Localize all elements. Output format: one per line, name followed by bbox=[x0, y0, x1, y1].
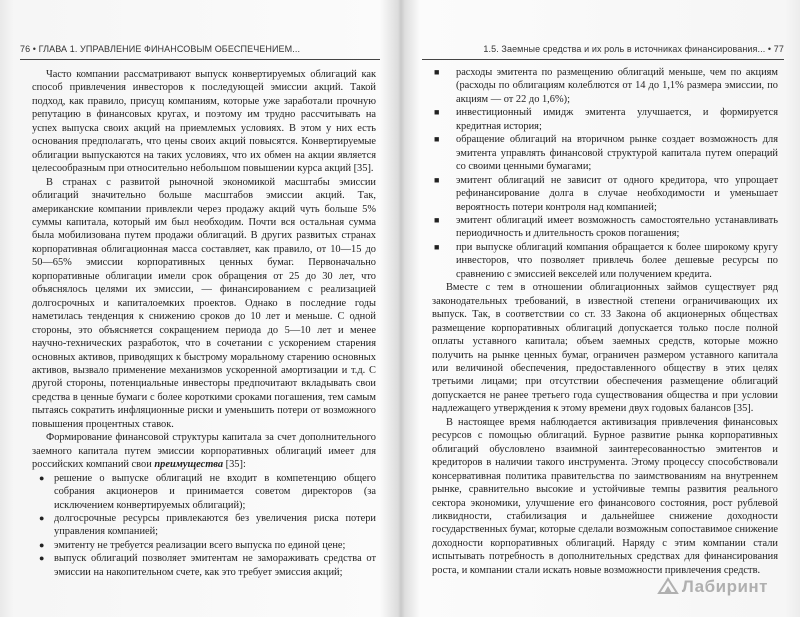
list-item-text: эмитент облигаций имеет возможность самостоятельно устанавливать периодичность и длительность сроков погашения; bbox=[456, 214, 778, 240]
list-item-text: расходы эмитента по размещению облигаций меньше, чем по акциям (расходы по облигациям колеблются от 14 до 1,1% размера эмиссии, по акциям — от 22 до 1,6%); bbox=[456, 67, 778, 105]
bullet-icon: ■ bbox=[434, 134, 440, 145]
list-item-text: решение о выпуске облигаций не входит в компетенцию общего собрания акционеров и принимается советом директоров (за исключением конвертируемых облигаций); bbox=[54, 472, 376, 511]
bullet-icon: ■ bbox=[434, 214, 440, 225]
right-paragraph-1: Вместе с тем в отношении облигационных займов существует ряд законодательных требований, в известной степени ограничивающих их выпуск. Так, в соответствии со ст. 33 Закона об акционерных обществах размещение корпоративных облигаций допускается только после полной оплаты уставного капитала; объем заемных средств, которые можно получить на рынке ценных бумаг, ограничен размером уставного капитала или величиной обеспечения, предоставленного обществу в этих целях третьими лицами; при отсутствии обеспечения размещение облигаций допускается не ранее третьего года существования общества и при условии надлежащего утверждения к этому времени двух годовых балансов [35]. bbox=[432, 282, 778, 415]
watermark-logo bbox=[657, 577, 768, 597]
bullet-icon: ● bbox=[39, 539, 45, 550]
list-item bbox=[432, 106, 778, 133]
bullet-icon: ● bbox=[39, 512, 45, 523]
bullet-icon: ■ bbox=[434, 241, 440, 252]
bullet-icon: ■ bbox=[434, 107, 440, 118]
list-item bbox=[432, 133, 778, 173]
bullet-icon: ■ bbox=[434, 67, 440, 77]
bullet-icon: ■ bbox=[434, 174, 440, 185]
list-item bbox=[432, 66, 778, 106]
list-item bbox=[32, 472, 376, 512]
bullet-icon: ● bbox=[39, 472, 45, 483]
left-paragraph-3 bbox=[32, 431, 376, 471]
left-paragraph-2: В странах с развитой рыночной экономикой масштабы эмиссии облигаций значительно больше масштабов эмиссии акций. Так, американские компании привлекли через продажу акций чуть больше 5% суммы капитала, который им был необходим. Почти вся остальная сумма была мобилизована путем продажи облигаций. В других развитых странах корпоративная облигационная масса составляет, как правило, от 10—15 до 50—65% эмиссии корпоративных ценных бумаг. Первоначально корпоративные облигации имели срок обращения от 25 до 30 лет, что объяснялось целями их эмиссии, — финансированием с реализацией долгосрочных и капиталоемких проектов. Однако в последние годы наметилась тенденция к снижению сроков до 10 лет и меньше. С одной стороны, это объясняется сокращением периода до 5—10 лет и менее научно-технических разработок, что в сочетании с ускорением старения основных активов, приводящих к быстрому моральному старению основных активов, вызвало применение механизмов ускоренной амортизации и т.д. С другой стороны, потенциальные инвесторы предпочитают вкладывать свои средства в ценные бумаги с более короткими сроками погашения, тем самым пытаясь сократить инфляционные риски и уменьшить потери от возможного повышения процентных ставок. bbox=[32, 176, 376, 430]
list-item-text: эмитент облигаций не зависит от одного кредитора, что упрощает рефинансирование долга в случае необходимости и уменьшает вероятность потери контроля над компанией; bbox=[456, 174, 778, 213]
left-header-rule bbox=[20, 59, 380, 60]
left-page bbox=[20, 44, 380, 604]
left-paragraph-3-start: Формирование финансовой структуры капитала за счет дополнительного заемного капитала путем эмиссии корпоративных облигаций имеет для российских компаний свои bbox=[32, 432, 376, 471]
right-running-head: 1.5. Заемные средства и их роль в источниках финансирования... • 77 bbox=[483, 44, 784, 54]
right-header-rule bbox=[422, 59, 784, 60]
list-item-text: эмитенту не требуется реализации всего выпуска по единой цене; bbox=[54, 539, 346, 551]
left-paragraph-1: Часто компании рассматривают выпуск конвертируемых облигаций как способ привлечения инвесторов к последующей эмиссии акций. Такой подход, как правило, присущ компаниям, которые уже заработали прочную репутацию в финансовых кругах, и поэтому им трудно рассчитывать на успех выпуска своих акций на приемлемых условиях. В этом у них есть основания предполагать, что цены своих акций повысятся. Конвертируемые облигации выпускаются на таких условиях, что их обмен на акции является целесообразным при относительно небольшом повышении курса акций [35]. bbox=[32, 69, 376, 175]
left-paragraph-3-end: [35]: bbox=[223, 459, 246, 471]
watermark-text: Лабиринт bbox=[681, 577, 768, 596]
list-item bbox=[432, 214, 778, 241]
list-item bbox=[32, 512, 376, 539]
list-item bbox=[32, 539, 376, 552]
left-running-head: 76 • ГЛАВА 1. УПРАВЛЕНИЕ ФИНАНСОВЫМ ОБЕСПЕЧЕНИЕМ... bbox=[20, 44, 301, 54]
list-item bbox=[32, 552, 376, 579]
right-page-text bbox=[432, 66, 778, 577]
list-item-text: при выпуске облигаций компания обращается к более широкому кругу инвесторов, что позволяет привлечь более дешевые ресурсы по сравнению с эмиссией векселей или получением кредита. bbox=[456, 241, 778, 280]
right-advantages-list bbox=[432, 66, 778, 281]
right-page bbox=[422, 44, 784, 604]
list-item-text: инвестиционный имидж эмитента улучшается, и формируется кредитная история; bbox=[456, 107, 778, 132]
list-item-text: выпуск облигаций позволяет эмитентам не замораживать средства от эмиссии на накопительном счете, как это требует эмиссия акций; bbox=[54, 553, 376, 578]
left-advantages-list bbox=[32, 472, 376, 580]
list-item-text: долгосрочные ресурсы привлекаются без увеличения риска потери управления компанией; bbox=[54, 512, 376, 538]
bullet-icon: ● bbox=[39, 553, 45, 564]
list-item bbox=[432, 241, 778, 281]
list-item bbox=[432, 174, 778, 214]
labyrinth-logo-icon bbox=[657, 577, 679, 595]
advantages-emphasis: преимущества bbox=[154, 459, 224, 471]
list-item-text: обращение облигаций на вторичном рынке создает возможность для эмитента управлять финансовой структурой капитала путем операций со своими ценными бумагами; bbox=[456, 134, 778, 173]
right-paragraph-2: В настоящее время наблюдается активизация привлечения финансовых ресурсов с помощью облигаций. Бурное развитие рынка корпоративных облигаций обусловлено взаимной заинтересованностью эмитентов и кредиторов в наличии такого инструмента. Этому процессу способствовали консервативная политика правительства по заимствованиям на внутреннем рынке, сравнительно высокие и устойчивые темпы развития реального сектора экономики, улучшение его финансового состояния, рост рублевой ликвидности, стабилизация и дальнейшее снижение доходности государственных бумаг, которые сделали возможным сопоставимое снижение доходности корпоративных облигаций. Наряду с этим компании стали испытывать потребность в дополнительных средствах для финансирования роста, и компании стали искать новые возможности привлечения средств. bbox=[432, 416, 778, 576]
left-page-text bbox=[32, 68, 376, 579]
